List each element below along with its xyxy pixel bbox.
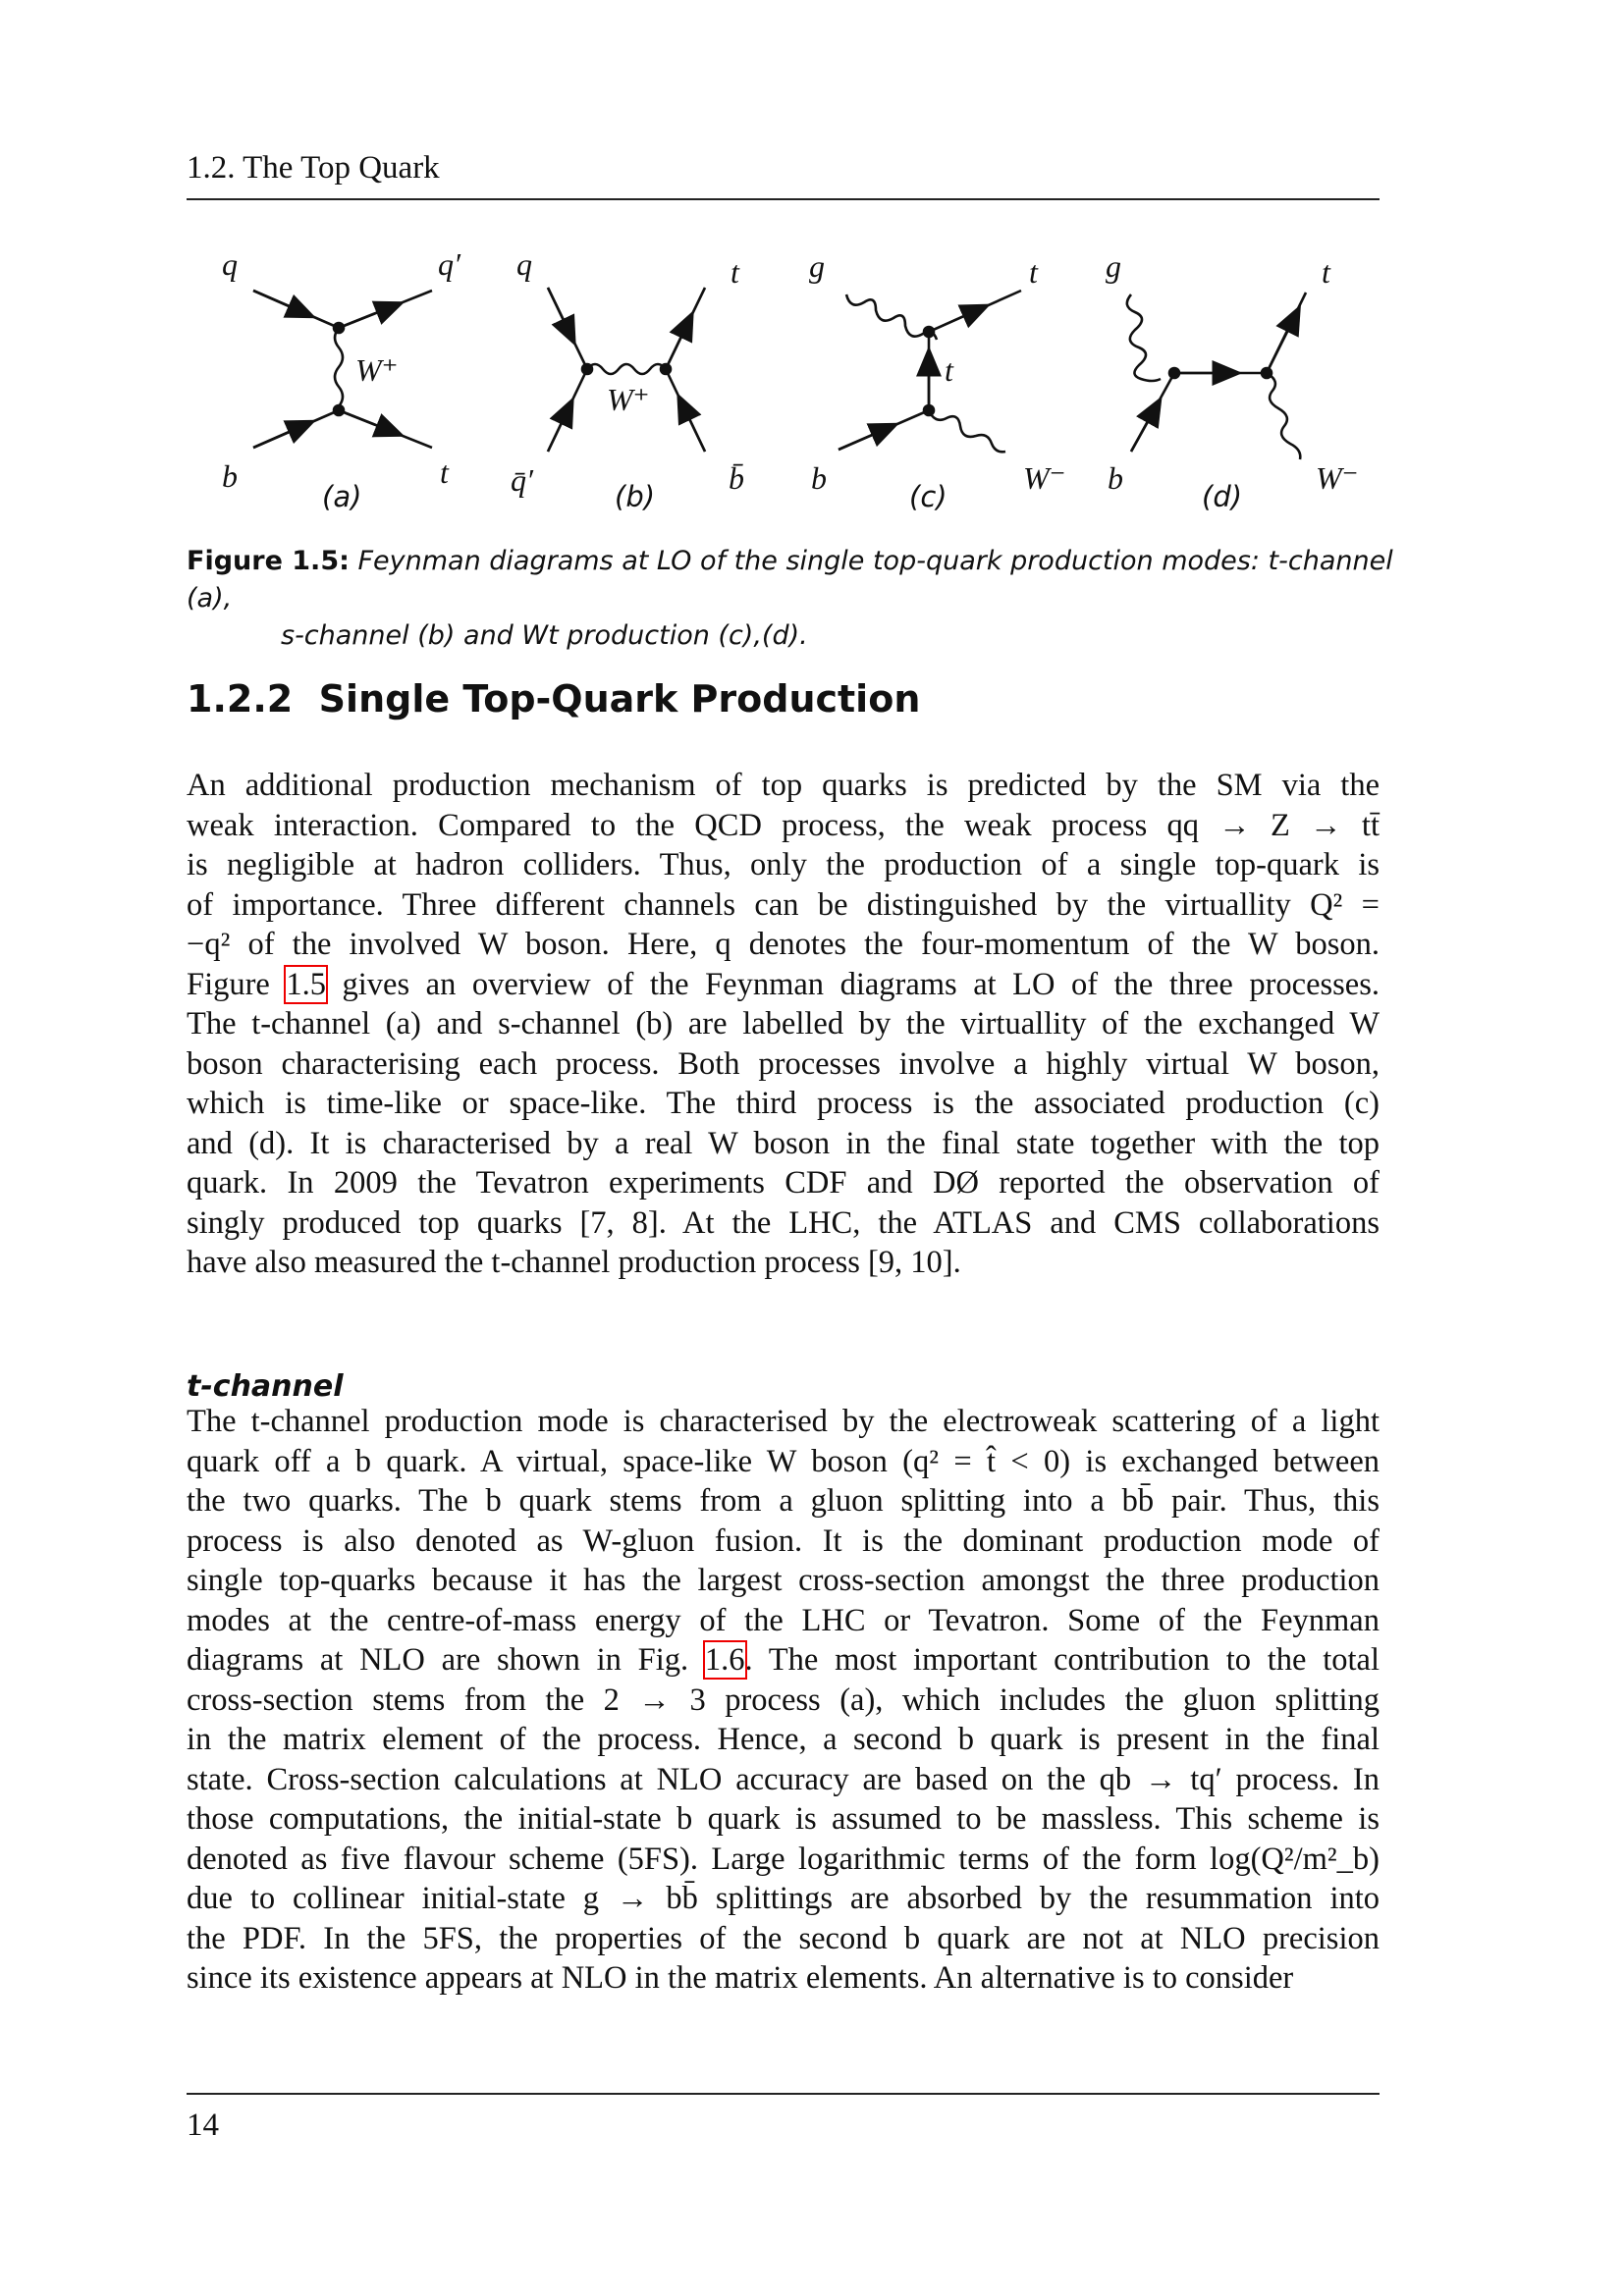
text-line: of importance. Three different channels can be distinguished by the virtuallity Q² =: [187, 886, 1380, 923]
text-line: since its existence appears at NLO in the matrix elements. An alternative is to consider: [187, 1960, 1294, 1996]
text-line: process is also denoted as W-gluon fusion. It is the dominant production mode of: [187, 1522, 1380, 1559]
running-header: 1.2. The Top Quark: [187, 150, 440, 186]
text-line: weak interaction. Compared to the QCD process, the weak process qq → Z → tt̄: [187, 807, 1380, 843]
text-line: which is time-like or space-like. The third process is the associated production (c): [187, 1086, 1380, 1121]
page-number: 14: [187, 2108, 219, 2143]
text-line: quark. In 2009 the Tevatron experiments CDF and DØ reported the observation of: [187, 1165, 1380, 1201]
caption-line-2: [187, 617, 1394, 655]
feynman-figure: [187, 234, 1380, 528]
diagram-c-panel-label: (c): [909, 480, 947, 513]
caption-text-2: s-channel (b) and Wt production (c),(d).: [281, 620, 808, 651]
diagram-b-panel-label: (b): [615, 480, 656, 513]
diagram-b: [548, 288, 705, 452]
text-line: state. Cross-section calculations at NLO accuracy are based on the qb → tq′ process. In: [187, 1761, 1380, 1797]
text-line: The t-channel (a) and s-channel (b) are labelled by the virtuallity of the exchanged W: [187, 1006, 1380, 1041]
diagram-b-label-bl: q̄′: [511, 462, 533, 498]
diagram-b-label-tr: t: [731, 254, 739, 290]
text-line: cross-section stems from the 2 → 3 process (a), which includes the gluon splitting: [187, 1682, 1380, 1718]
text-line: those computations, the initial-state b quark is assumed to be massless. This scheme is: [187, 1801, 1380, 1837]
text-line: and (d). It is characterised by a real W boson in the final state together with the top: [187, 1125, 1380, 1161]
paragraph-1: [187, 766, 1380, 1283]
paragraph-2: [187, 1402, 1380, 1999]
diagram-a-label-mid: W⁺: [355, 352, 399, 388]
figure-caption: [187, 543, 1394, 655]
diagram-c-label-tr: t: [1029, 254, 1038, 290]
text-line: Figure 1.5 gives an overview of the Feynman diagrams at LO of the three processes.: [187, 966, 1380, 1002]
section-heading: [187, 677, 920, 721]
text-line: singly produced top quarks [7, 8]. At the LHC, the ATLAS and CMS collaborations: [187, 1204, 1380, 1241]
text-line: diagrams at NLO are shown in Fig. 1.6. The most important contribution to the total: [187, 1642, 1380, 1678]
feynman-diagrams-svg: [187, 234, 1380, 528]
header-rule: [187, 198, 1380, 200]
diagram-b-label-br: b̄: [729, 460, 744, 496]
diagram-c-label-tl: g: [809, 248, 825, 284]
text-line: the two quarks. The b quark stems from a gluon splitting into a bb̄ pair. Thus, this: [187, 1483, 1380, 1519]
diagram-a-label-tr: q′: [438, 246, 460, 282]
diagram-c-label-br: W⁻: [1023, 460, 1066, 496]
diagram-c-label-bl: b: [811, 460, 827, 496]
figure-ref-link[interactable]: 1.6: [704, 1642, 745, 1678]
section-number: 1.2.2: [187, 677, 294, 721]
diagram-a-label-br: t: [440, 454, 449, 490]
text-line: An additional production mechanism of top quarks is predicted by the SM via the: [187, 768, 1380, 803]
figure-ref-link[interactable]: 1.5: [286, 966, 326, 1002]
diagram-d-label-tl: g: [1106, 248, 1121, 284]
diagram-a-label-tl: q: [222, 246, 238, 282]
text-line: denoted as five flavour scheme (5FS). Large logarithmic terms of the form log(Q²/m²_b): [187, 1841, 1380, 1877]
diagram-a-panel-label: (a): [322, 480, 362, 513]
caption-label: Figure 1.5:: [187, 546, 350, 576]
text-line: boson characterising each process. Both processes involve a highly virtual W boson,: [187, 1045, 1380, 1082]
subsection-title: t-channel: [187, 1369, 344, 1404]
text-line: The t-channel production mode is characterised by the electroweak scattering of a light: [187, 1404, 1380, 1439]
diagram-a: [253, 291, 432, 448]
caption-text-1: Feynman diagrams at LO of the single top-quark production modes: t-channel (a),: [187, 546, 1393, 614]
text-line: have also measured the t-channel production process [9, 10].: [187, 1245, 961, 1280]
text-line: in the matrix element of the process. Hence, a second b quark is present in the final: [187, 1722, 1380, 1757]
text-line: −q² of the involved W boson. Here, q denotes the four-momentum of the W boson.: [187, 927, 1380, 962]
diagram-d-panel-label: (d): [1202, 480, 1243, 513]
text-line: single top-quarks because it has the largest cross-section amongst the three production: [187, 1563, 1380, 1598]
footer-rule: [187, 2093, 1380, 2095]
diagram-d-label-tr: t: [1322, 254, 1330, 290]
text-line: is negligible at hadron colliders. Thus, only the production of a single top-quark is: [187, 847, 1380, 882]
diagram-d-label-br: W⁻: [1316, 460, 1359, 496]
diagram-c: [839, 291, 1021, 452]
text-line: due to collinear initial-state g → bb̄ splittings are absorbed by the resummation into: [187, 1881, 1380, 1916]
text-line: modes at the centre-of-mass energy of the LHC or Tevatron. Some of the Feynman: [187, 1602, 1380, 1638]
diagram-c-label-mid: t: [945, 352, 953, 388]
text-line: quark off a b quark. A virtual, space-like W boson (q² = t̂ < 0) is exchanged between: [187, 1443, 1380, 1479]
diagram-b-label-tl: q: [516, 246, 532, 282]
caption-line-1: [187, 543, 1394, 617]
section-title: Single Top-Quark Production: [318, 677, 921, 721]
text-line: the PDF. In the 5FS, the properties of the second b quark are not at NLO precision: [187, 1920, 1380, 1956]
subsection-heading: [187, 1369, 344, 1404]
diagram-d: [1127, 293, 1306, 459]
diagram-a-label-bl: b: [222, 458, 238, 494]
diagram-d-label-bl: b: [1108, 460, 1123, 496]
diagram-b-label-mid: W⁺: [607, 382, 650, 417]
